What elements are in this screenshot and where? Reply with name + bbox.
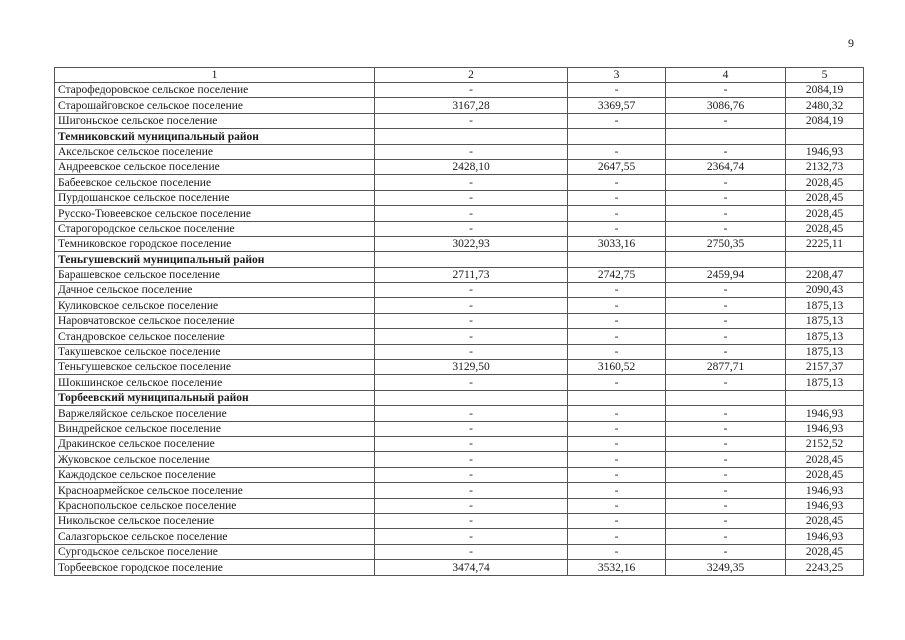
value-col4-cell: - (666, 483, 786, 498)
value-col5-cell: 1875,13 (786, 298, 864, 313)
settlement-name-cell: Торбеевский муниципальный район (55, 390, 375, 405)
table-row (55, 344, 864, 359)
value-col3-cell: - (568, 406, 666, 421)
value-col2-cell: 3167,28 (375, 98, 568, 113)
value-col2-cell: 3022,93 (375, 236, 568, 251)
table-row (55, 375, 864, 390)
value-col3-cell: - (568, 206, 666, 221)
value-col3-cell: - (568, 421, 666, 436)
table-row (55, 221, 864, 236)
table-body (55, 68, 864, 576)
value-col2-cell: - (375, 190, 568, 205)
district-header-row (55, 390, 864, 405)
value-col3-cell: - (568, 529, 666, 544)
value-col5-cell: 1946,93 (786, 483, 864, 498)
value-col5-cell: 2028,45 (786, 175, 864, 190)
value-col3-cell: 3033,16 (568, 236, 666, 251)
table-row (55, 544, 864, 559)
settlement-name-cell: Каждодское сельское поселение (55, 467, 375, 482)
value-col5-cell: 2225,11 (786, 236, 864, 251)
value-col5-cell: 2132,73 (786, 159, 864, 174)
value-col3-cell: - (568, 544, 666, 559)
value-col4-cell: - (666, 375, 786, 390)
table-row (55, 98, 864, 113)
value-col3-cell: - (568, 190, 666, 205)
settlement-name-cell: Красноармейское сельское поселение (55, 483, 375, 498)
value-col4-cell: - (666, 344, 786, 359)
table-row (55, 144, 864, 159)
value-col4-cell: - (666, 421, 786, 436)
value-col4-cell: 2459,94 (666, 267, 786, 282)
value-col2-cell (375, 129, 568, 144)
table-row (55, 83, 864, 98)
value-col3-cell: - (568, 483, 666, 498)
value-col4-cell: - (666, 467, 786, 482)
value-col2-cell: 3474,74 (375, 560, 568, 575)
value-col5-cell: 2084,19 (786, 113, 864, 128)
value-col4-cell: - (666, 83, 786, 98)
value-col3-cell: 3532,16 (568, 560, 666, 575)
settlement-name-cell: Торбеевское городское поселение (55, 560, 375, 575)
table-row (55, 329, 864, 344)
value-col2-cell: - (375, 144, 568, 159)
value-col5-cell: 2028,45 (786, 513, 864, 528)
settlement-name-cell: Жуковское сельское поселение (55, 452, 375, 467)
table-row (55, 406, 864, 421)
value-col2-cell: - (375, 344, 568, 359)
settlement-name-cell: Виндрейское сельское поселение (55, 421, 375, 436)
value-col3-cell: - (568, 83, 666, 98)
value-col3-cell (568, 252, 666, 267)
value-col4-cell: - (666, 221, 786, 236)
value-col2-cell: - (375, 421, 568, 436)
value-col5-cell: 1875,13 (786, 375, 864, 390)
value-col3-cell: - (568, 436, 666, 451)
settlement-name-cell: Русско-Тювеевское сельское поселение (55, 206, 375, 221)
value-col3-cell: 3369,57 (568, 98, 666, 113)
value-col3-cell: - (568, 513, 666, 528)
tariff-table (54, 67, 864, 576)
table-row (55, 360, 864, 375)
table-row (55, 175, 864, 190)
value-col2-cell: - (375, 313, 568, 328)
settlement-name-cell: Теньгушевский муниципальный район (55, 252, 375, 267)
value-col5-cell: 2152,52 (786, 436, 864, 451)
value-col5-cell: 1946,93 (786, 421, 864, 436)
table-row (55, 436, 864, 451)
value-col5-cell: 2090,43 (786, 283, 864, 298)
value-col3-cell (568, 129, 666, 144)
value-col3-cell: - (568, 298, 666, 313)
column-number-2: 2 (375, 68, 568, 83)
table-row (55, 529, 864, 544)
settlement-name-cell: Старошайговское сельское поселение (55, 98, 375, 113)
table-row (55, 113, 864, 128)
settlement-name-cell: Старогородское сельское поселение (55, 221, 375, 236)
value-col3-cell: - (568, 375, 666, 390)
table-row (55, 513, 864, 528)
value-col2-cell (375, 390, 568, 405)
settlement-name-cell: Андреевское сельское поселение (55, 159, 375, 174)
value-col5-cell: 2084,19 (786, 83, 864, 98)
settlement-name-cell: Дракинское сельское поселение (55, 436, 375, 451)
value-col5-cell: 1946,93 (786, 144, 864, 159)
value-col2-cell: 2711,73 (375, 267, 568, 282)
value-col5-cell: 2157,37 (786, 360, 864, 375)
value-col5-cell (786, 390, 864, 405)
value-col2-cell: - (375, 329, 568, 344)
value-col4-cell: - (666, 175, 786, 190)
settlement-name-cell: Пурдошанское сельское поселение (55, 190, 375, 205)
value-col3-cell: - (568, 144, 666, 159)
page-number: 9 (848, 36, 854, 50)
value-col4-cell: 3249,35 (666, 560, 786, 575)
value-col4-cell (666, 129, 786, 144)
value-col2-cell: - (375, 113, 568, 128)
value-col4-cell: - (666, 513, 786, 528)
value-col5-cell: 2243,25 (786, 560, 864, 575)
value-col5-cell: 1946,93 (786, 529, 864, 544)
value-col2-cell: - (375, 221, 568, 236)
table-row (55, 421, 864, 436)
value-col5-cell: 2208,47 (786, 267, 864, 282)
value-col4-cell: - (666, 498, 786, 513)
table-header-row (55, 68, 864, 83)
value-col4-cell: - (666, 283, 786, 298)
value-col3-cell: - (568, 329, 666, 344)
table-row (55, 313, 864, 328)
value-col3-cell: - (568, 313, 666, 328)
value-col5-cell: 2028,45 (786, 221, 864, 236)
table-row (55, 190, 864, 205)
settlement-name-cell: Теньгушевское сельское поселение (55, 360, 375, 375)
table-row (55, 236, 864, 251)
value-col3-cell: 2647,55 (568, 159, 666, 174)
value-col4-cell: 2364,74 (666, 159, 786, 174)
value-col2-cell: - (375, 406, 568, 421)
value-col3-cell: - (568, 113, 666, 128)
settlement-name-cell: Никольское сельское поселение (55, 513, 375, 528)
settlement-name-cell: Куликовское сельское поселение (55, 298, 375, 313)
settlement-name-cell: Барашевское сельское поселение (55, 267, 375, 282)
table-row (55, 298, 864, 313)
value-col2-cell: - (375, 283, 568, 298)
value-col3-cell: 3160,52 (568, 360, 666, 375)
value-col4-cell: - (666, 436, 786, 451)
settlement-name-cell: Краснопольское сельское поселение (55, 498, 375, 513)
value-col4-cell: 2877,71 (666, 360, 786, 375)
settlement-name-cell: Такушевское сельское поселение (55, 344, 375, 359)
value-col2-cell: 3129,50 (375, 360, 568, 375)
value-col4-cell: 3086,76 (666, 98, 786, 113)
value-col5-cell (786, 252, 864, 267)
value-col2-cell: - (375, 436, 568, 451)
value-col4-cell: - (666, 206, 786, 221)
table-row (55, 452, 864, 467)
value-col4-cell (666, 252, 786, 267)
value-col2-cell: - (375, 83, 568, 98)
value-col3-cell: - (568, 344, 666, 359)
value-col3-cell: - (568, 175, 666, 190)
value-col2-cell: - (375, 375, 568, 390)
value-col4-cell: - (666, 144, 786, 159)
value-col2-cell: 2428,10 (375, 159, 568, 174)
value-col5-cell (786, 129, 864, 144)
table-row (55, 467, 864, 482)
settlement-name-cell: Наровчатовское сельское поселение (55, 313, 375, 328)
settlement-name-cell: Бабеевское сельское поселение (55, 175, 375, 190)
table-row (55, 159, 864, 174)
value-col5-cell: 2028,45 (786, 467, 864, 482)
column-number-4: 4 (666, 68, 786, 83)
value-col4-cell: - (666, 529, 786, 544)
settlement-name-cell: Старофедоровское сельское поселение (55, 83, 375, 98)
value-col5-cell: 2028,45 (786, 206, 864, 221)
value-col2-cell: - (375, 483, 568, 498)
value-col5-cell: 1946,93 (786, 498, 864, 513)
settlement-name-cell: Темниковский муниципальный район (55, 129, 375, 144)
value-col4-cell: - (666, 329, 786, 344)
value-col4-cell: - (666, 452, 786, 467)
value-col5-cell: 2028,45 (786, 190, 864, 205)
value-col2-cell: - (375, 206, 568, 221)
settlement-name-cell: Дачное сельское поселение (55, 283, 375, 298)
value-col2-cell: - (375, 498, 568, 513)
value-col5-cell: 2028,45 (786, 544, 864, 559)
value-col4-cell: - (666, 113, 786, 128)
table-row (55, 483, 864, 498)
table-row (55, 498, 864, 513)
value-col3-cell: - (568, 283, 666, 298)
settlement-name-cell: Варжеляйское сельское поселение (55, 406, 375, 421)
value-col4-cell: - (666, 313, 786, 328)
value-col3-cell: 2742,75 (568, 267, 666, 282)
value-col2-cell: - (375, 544, 568, 559)
value-col2-cell: - (375, 529, 568, 544)
column-number-1: 1 (55, 68, 375, 83)
value-col3-cell: - (568, 498, 666, 513)
value-col3-cell (568, 390, 666, 405)
settlement-name-cell: Шокшинское сельское поселение (55, 375, 375, 390)
value-col5-cell: 1946,93 (786, 406, 864, 421)
value-col4-cell: - (666, 190, 786, 205)
value-col5-cell: 1875,13 (786, 329, 864, 344)
settlement-name-cell: Стандровское сельское поселение (55, 329, 375, 344)
value-col4-cell: - (666, 544, 786, 559)
value-col2-cell: - (375, 452, 568, 467)
value-col2-cell: - (375, 513, 568, 528)
settlement-name-cell: Аксельское сельское поселение (55, 144, 375, 159)
value-col5-cell: 1875,13 (786, 344, 864, 359)
settlement-name-cell: Салазгорьское сельское поселение (55, 529, 375, 544)
value-col3-cell: - (568, 221, 666, 236)
value-col4-cell: - (666, 406, 786, 421)
settlement-name-cell: Темниковское городское поселение (55, 236, 375, 251)
table-row (55, 283, 864, 298)
value-col5-cell: 2028,45 (786, 452, 864, 467)
value-col5-cell: 1875,13 (786, 313, 864, 328)
settlement-name-cell: Сургодьское сельское поселение (55, 544, 375, 559)
value-col2-cell (375, 252, 568, 267)
column-number-5: 5 (786, 68, 864, 83)
value-col2-cell: - (375, 175, 568, 190)
district-header-row (55, 129, 864, 144)
value-col4-cell: - (666, 298, 786, 313)
value-col2-cell: - (375, 467, 568, 482)
value-col4-cell (666, 390, 786, 405)
settlement-name-cell: Шигоньское сельское поселение (55, 113, 375, 128)
value-col5-cell: 2480,32 (786, 98, 864, 113)
column-number-3: 3 (568, 68, 666, 83)
table-row (55, 206, 864, 221)
value-col3-cell: - (568, 467, 666, 482)
table-row (55, 560, 864, 575)
value-col3-cell: - (568, 452, 666, 467)
value-col2-cell: - (375, 298, 568, 313)
value-col4-cell: 2750,35 (666, 236, 786, 251)
district-header-row (55, 252, 864, 267)
table-row (55, 267, 864, 282)
